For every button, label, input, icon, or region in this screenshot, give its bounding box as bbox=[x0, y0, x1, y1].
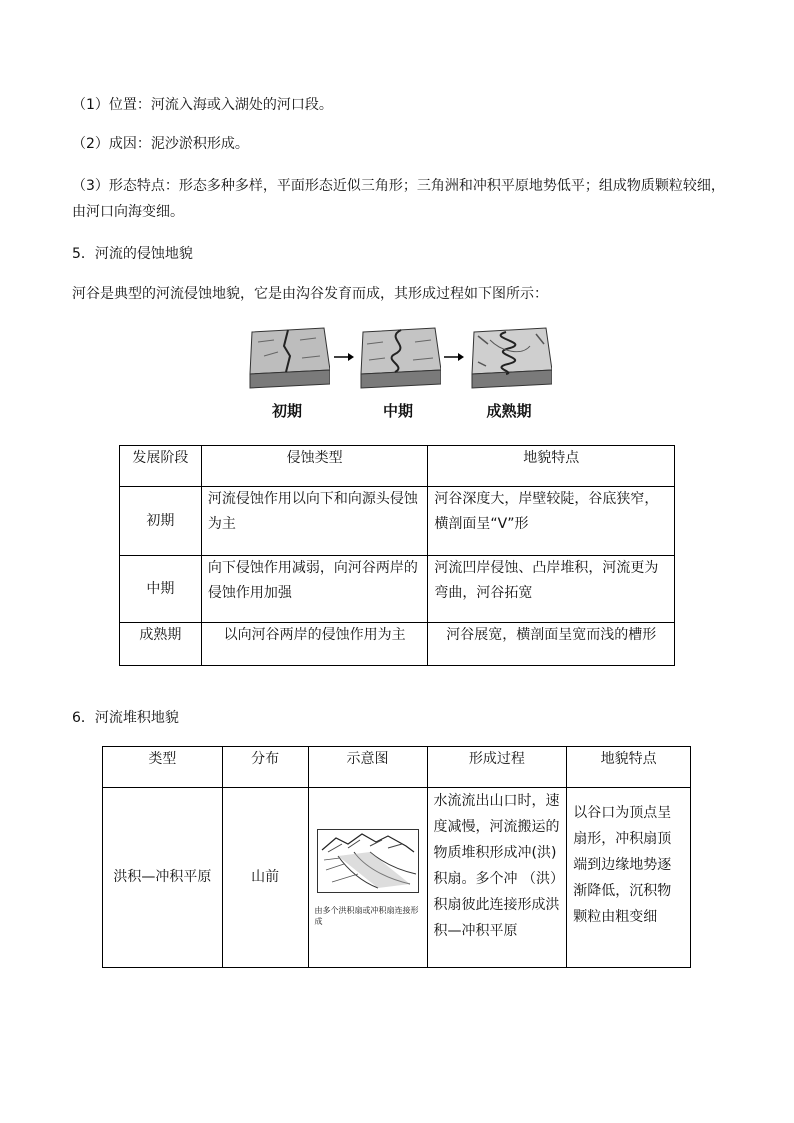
deposition-landform-table bbox=[102, 746, 691, 968]
arrow-right-icon bbox=[444, 352, 464, 362]
stage-label-early: 初期 bbox=[271, 402, 302, 420]
stage-label-mature: 成熟期 bbox=[486, 402, 532, 420]
valley-middle-stage-image bbox=[355, 322, 441, 392]
heading-erosion-landforms: 5．河流的侵蚀地貌 bbox=[72, 246, 193, 262]
table-header-row bbox=[120, 446, 675, 487]
table-cell-process: 水流流出山口时，速度减慢，河流搬运的物质堆积形成冲(洪)积扇。多个冲 （洪）积扇彼此连接形成洪积—冲积平原 bbox=[427, 788, 567, 968]
valley-evolution-figure bbox=[244, 322, 552, 426]
valley-early-stage-image bbox=[244, 322, 330, 392]
table-header-cell: 类型 bbox=[103, 747, 223, 788]
table-cell-type: 洪积—冲积平原 bbox=[103, 788, 223, 968]
table-cell-erosion: 河流侵蚀作用以向下和向源头侵蚀为主 bbox=[201, 487, 428, 556]
table-row bbox=[120, 487, 675, 556]
table-cell-distribution: 山前 bbox=[222, 788, 308, 968]
table-row bbox=[103, 788, 691, 968]
paragraph-valley-intro: 河谷是典型的河流侵蚀地貌，它是由沟谷发育而成，其形成过程如下图所示： bbox=[72, 286, 548, 302]
table-cell-stage: 中期 bbox=[120, 556, 202, 623]
table-cell-erosion: 向下侵蚀作用减弱，向河谷两岸的侵蚀作用加强 bbox=[201, 556, 428, 623]
alluvial-fan-diagram-image bbox=[317, 829, 419, 893]
diagram-caption: 由多个洪积扇或冲积扇连接形成 bbox=[314, 905, 419, 926]
table-cell-stage: 成熟期 bbox=[120, 623, 202, 666]
erosion-stage-table bbox=[119, 445, 675, 666]
heading-deposition-landforms: 6．河流堆积地貌 bbox=[72, 710, 179, 726]
table-cell-features: 河流凹岸侵蚀、凸岸堆积，河流更为弯曲，河谷拓宽 bbox=[428, 556, 675, 623]
table-header-cell: 形成过程 bbox=[427, 747, 567, 788]
table-header-cell: 地貌特点 bbox=[428, 446, 675, 487]
paragraph-location: （1）位置：河流入海或入湖处的河口段。 bbox=[72, 97, 333, 113]
table-cell-features: 以谷口为顶点呈扇形，冲积扇顶端到边缘地势逐渐降低，沉积物颗粒由粗变细 bbox=[567, 788, 691, 968]
table-header-cell: 地貌特点 bbox=[567, 747, 691, 788]
table-cell-diagram bbox=[308, 788, 427, 968]
paragraph-shape: （3）形态特点：形态多种多样，平面形态近似三角形；三角洲和冲积平原地势低平；组成物质颗粒较细，由河口向海变细。 bbox=[72, 178, 725, 220]
table-header-cell: 示意图 bbox=[308, 747, 427, 788]
table-cell-features: 河谷深度大，岸壁较陡，谷底狭窄，横剖面呈“V”形 bbox=[428, 487, 675, 556]
table-header-cell: 侵蚀类型 bbox=[201, 446, 428, 487]
valley-mature-stage-image bbox=[466, 322, 552, 392]
table-cell-erosion: 以向河谷两岸的侵蚀作用为主 bbox=[201, 623, 428, 666]
table-cell-stage: 初期 bbox=[120, 487, 202, 556]
table-header-cell: 发展阶段 bbox=[120, 446, 202, 487]
paragraph-cause: （2）成因：泥沙淤积形成。 bbox=[72, 136, 249, 152]
table-header-cell: 分布 bbox=[222, 747, 308, 788]
table-header-row bbox=[103, 747, 691, 788]
table-row bbox=[120, 556, 675, 623]
arrow-right-icon bbox=[334, 352, 354, 362]
table-row bbox=[120, 623, 675, 666]
stage-label-middle: 中期 bbox=[382, 402, 413, 420]
table-cell-features: 河谷展宽，横剖面呈宽而浅的槽形 bbox=[428, 623, 675, 666]
